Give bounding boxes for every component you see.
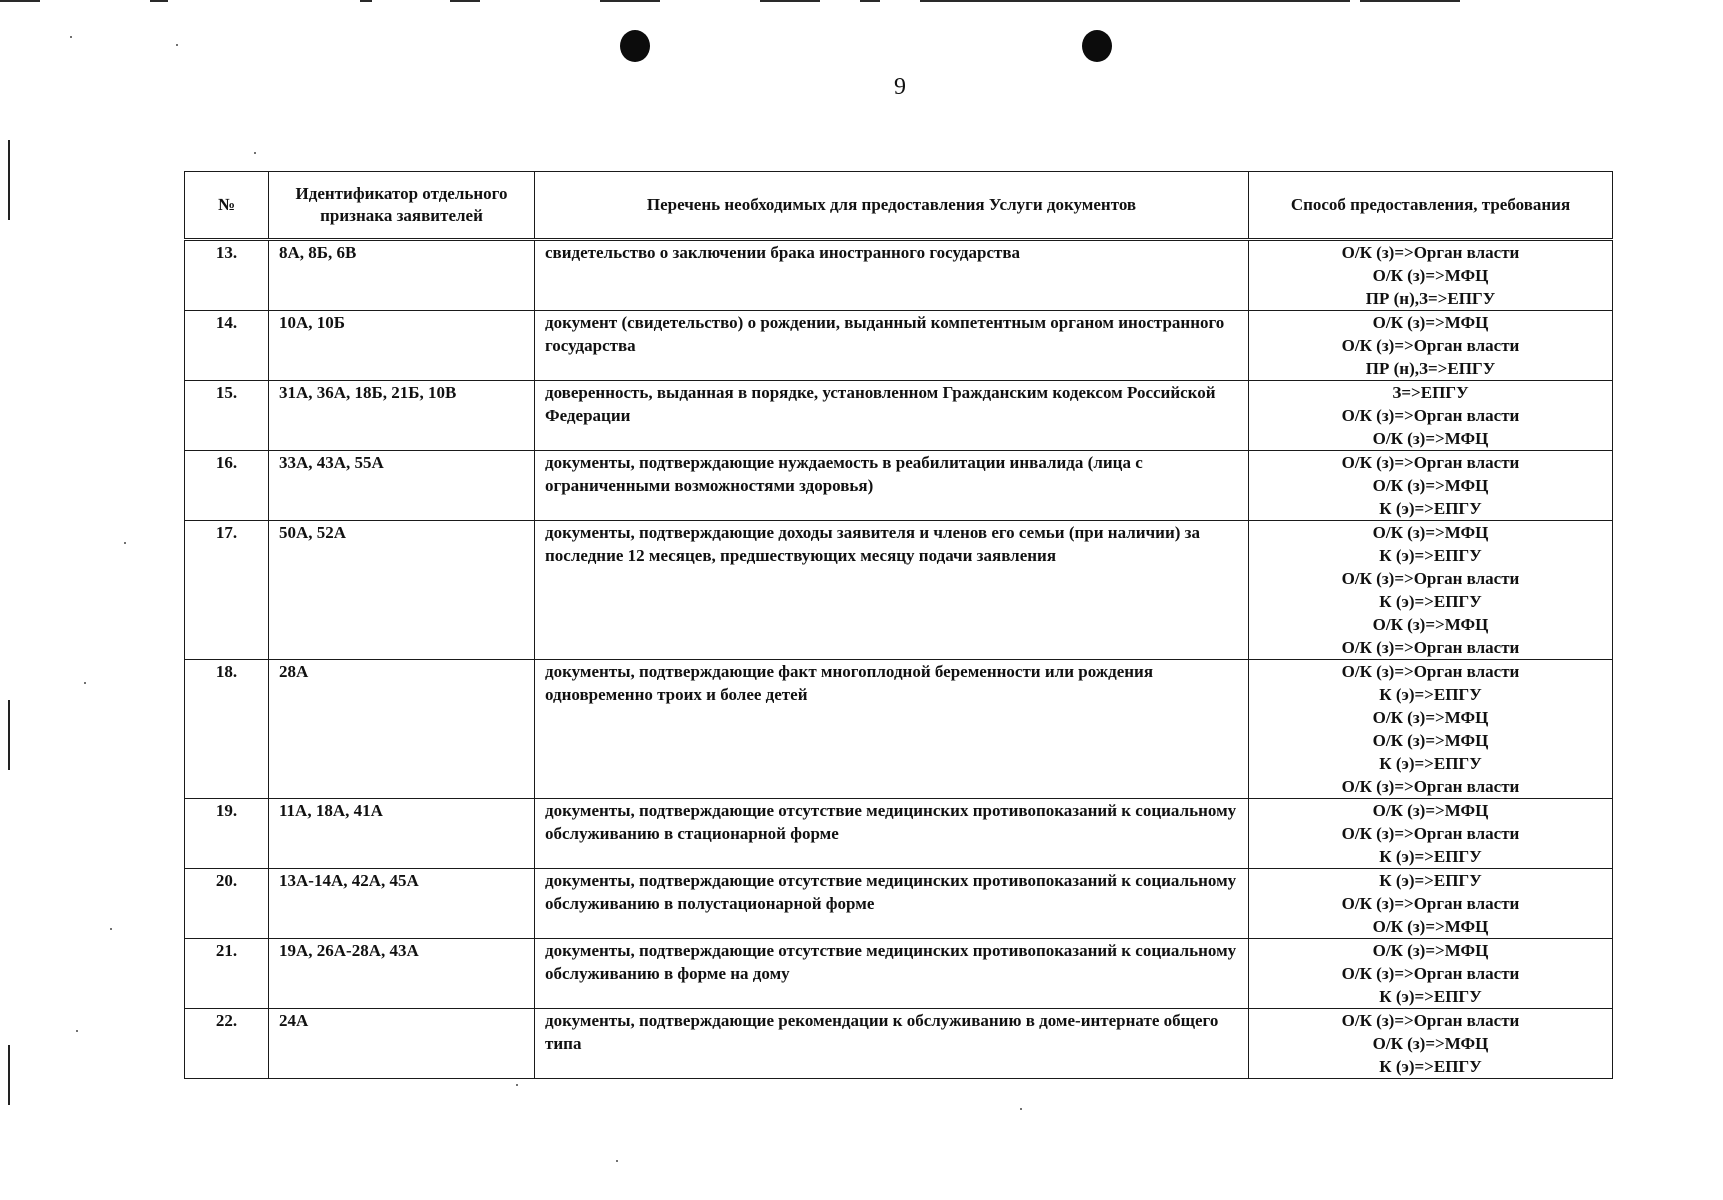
table-header-row [185,172,1613,240]
scan-speck [110,928,112,930]
method-line: О/К (з)=>МФЦ [1372,615,1489,634]
row-methods [1249,1009,1613,1079]
scan-speck [84,682,86,684]
scan-speck [616,1160,618,1162]
row-methods [1249,660,1613,799]
row-document: документы, подтверждающие отсутствие медицинских противопоказаний к социальному обслуживанию в форме на дому [535,939,1249,1009]
table-row [185,1009,1613,1079]
row-document: документы, подтверждающие нуждаемость в реабилитации инвалида (лица с ограниченными возможностями здоровья) [535,451,1249,521]
scan-speck [70,36,72,38]
row-methods [1249,311,1613,381]
method-line: О/К (з)=>МФЦ [1372,429,1489,448]
row-methods [1249,939,1613,1009]
punch-hole-left [620,30,650,62]
method-line: О/К (з)=>МФЦ [1372,731,1489,750]
scan-edge-mark [8,700,10,770]
scan-speck [124,542,126,544]
scan-top-rule [0,0,1723,4]
row-identifier: 24А [269,1009,535,1079]
table-row [185,660,1613,799]
row-number: 14. [185,311,269,381]
method-line: О/К (з)=>Орган власти [1341,964,1520,983]
table-row [185,381,1613,451]
method-line: О/К (з)=>МФЦ [1372,708,1489,727]
method-line: О/К (з)=>Орган власти [1341,453,1520,472]
documents-table [184,171,1613,1079]
punch-hole-right [1082,30,1112,62]
method-line: О/К (з)=>МФЦ [1372,941,1489,960]
row-number: 18. [185,660,269,799]
method-line: О/К (з)=>МФЦ [1372,313,1489,332]
row-document: документы, подтверждающие факт многоплодной беременности или рождения одновременно троих и более детей [535,660,1249,799]
row-identifier: 50А, 52А [269,521,535,660]
method-line: О/К (з)=>Орган власти [1341,1011,1520,1030]
row-number: 21. [185,939,269,1009]
header-num: № [185,172,269,240]
method-line: О/К (з)=>МФЦ [1372,266,1489,285]
row-number: 19. [185,799,269,869]
row-identifier: 31А, 36А, 18Б, 21Б, 10В [269,381,535,451]
method-line: О/К (з)=>МФЦ [1372,476,1489,495]
method-line: К (э)=>ЕПГУ [1379,592,1482,611]
table-row [185,240,1613,311]
row-document: доверенность, выданная в порядке, установленном Гражданским кодексом Российской Федерации [535,381,1249,451]
method-line: К (э)=>ЕПГУ [1379,754,1482,773]
row-methods [1249,521,1613,660]
row-number: 16. [185,451,269,521]
method-line: О/К (з)=>МФЦ [1372,801,1489,820]
table-row [185,451,1613,521]
method-line: К (э)=>ЕПГУ [1379,987,1482,1006]
table-row [185,869,1613,939]
method-line: О/К (з)=>Орган власти [1341,569,1520,588]
method-line: О/К (з)=>Орган власти [1341,336,1520,355]
scan-edge-mark [8,140,10,220]
row-methods [1249,451,1613,521]
page-number: 9 [894,74,906,100]
header-method: Способ предоставления, требования [1249,172,1613,240]
row-methods [1249,799,1613,869]
header-documents: Перечень необходимых для предоставления Услуги документов [535,172,1249,240]
row-number: 13. [185,240,269,311]
method-line: О/К (з)=>Орган власти [1341,662,1520,681]
method-line: О/К (з)=>Орган власти [1341,777,1520,796]
row-identifier: 28А [269,660,535,799]
method-line: З=>ЕПГУ [1392,383,1469,402]
scan-speck [176,44,178,46]
method-line: О/К (з)=>Орган власти [1341,243,1520,262]
row-number: 15. [185,381,269,451]
method-line: К (э)=>ЕПГУ [1379,871,1482,890]
method-line: О/К (з)=>МФЦ [1372,1034,1489,1053]
table-row [185,939,1613,1009]
row-methods [1249,869,1613,939]
scan-edge-mark [8,1045,10,1105]
method-line: К (э)=>ЕПГУ [1379,685,1482,704]
method-line: К (э)=>ЕПГУ [1379,546,1482,565]
scan-speck [76,1030,78,1032]
row-number: 22. [185,1009,269,1079]
scan-speck [254,152,256,154]
row-identifier: 33А, 43А, 55А [269,451,535,521]
row-document: свидетельство о заключении брака иностранного государства [535,240,1249,311]
row-identifier: 11А, 18А, 41А [269,799,535,869]
row-number: 20. [185,869,269,939]
row-document: документ (свидетельство) о рождении, выданный компетентным органом иностранного государства [535,311,1249,381]
method-line: К (э)=>ЕПГУ [1379,1057,1482,1076]
table-row [185,799,1613,869]
method-line: О/К (з)=>МФЦ [1372,917,1489,936]
scan-speck [516,1084,518,1086]
row-number: 17. [185,521,269,660]
row-document: документы, подтверждающие отсутствие медицинских противопоказаний к социальному обслуживанию в стационарной форме [535,799,1249,869]
method-line: ПР (н),З=>ЕПГУ [1365,359,1496,378]
method-line: К (э)=>ЕПГУ [1379,847,1482,866]
row-document: документы, подтверждающие доходы заявителя и членов его семьи (при наличии) за последние 12 месяцев, предшествующих месяцу подачи заявления [535,521,1249,660]
row-identifier: 13А-14А, 42А, 45А [269,869,535,939]
method-line: ПР (н),З=>ЕПГУ [1365,289,1496,308]
row-identifier: 10А, 10Б [269,311,535,381]
row-methods [1249,381,1613,451]
method-line: О/К (з)=>Орган власти [1341,894,1520,913]
header-identifier: Идентификатор отдельного признака заявителей [269,172,535,240]
method-line: О/К (з)=>МФЦ [1372,523,1489,542]
method-line: О/К (з)=>Орган власти [1341,638,1520,657]
row-document: документы, подтверждающие отсутствие медицинских противопоказаний к социальному обслуживанию в полустационарной форме [535,869,1249,939]
row-identifier: 8А, 8Б, 6В [269,240,535,311]
row-methods [1249,240,1613,311]
row-identifier: 19А, 26А-28А, 43А [269,939,535,1009]
method-line: О/К (з)=>Орган власти [1341,824,1520,843]
method-line: К (э)=>ЕПГУ [1379,499,1482,518]
table-row [185,311,1613,381]
table-row [185,521,1613,660]
method-line: О/К (з)=>Орган власти [1341,406,1520,425]
row-document: документы, подтверждающие рекомендации к обслуживанию в доме-интернате общего типа [535,1009,1249,1079]
scan-speck [1020,1108,1022,1110]
